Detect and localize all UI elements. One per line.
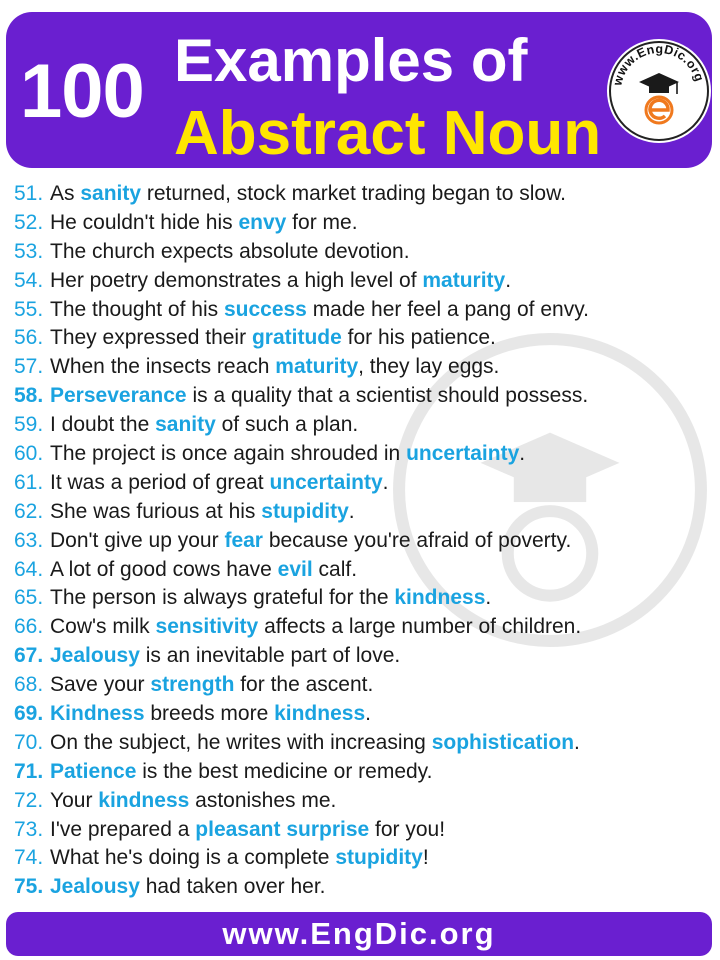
sentence-text: The project is once again shrouded in: [50, 442, 407, 466]
sentence-row: [14, 267, 714, 296]
sentence-text: because you're afraid of poverty.: [262, 528, 572, 552]
sentence-text: Save your: [50, 673, 151, 697]
sentence-text: is the best medicine or remedy.: [136, 759, 433, 783]
sentence-text: .: [348, 499, 355, 523]
sentence-text: What he's doing is a complete: [50, 846, 336, 870]
sentence-row: [14, 296, 714, 325]
sentence-number: 71.: [14, 759, 44, 783]
sentence-number: 56.: [14, 326, 44, 350]
sentence-number: 57.: [14, 355, 44, 379]
sentence-text: I've prepared a: [50, 817, 196, 841]
sentence-row: [14, 411, 714, 440]
sentence-row: [14, 382, 714, 411]
sentence-number: 55.: [14, 297, 44, 321]
sentence-text: Your: [50, 788, 99, 812]
sentence-text: for the ascent.: [234, 673, 374, 697]
title-number: 100: [20, 49, 144, 134]
sentence-number: 62.: [14, 499, 44, 523]
sentence-row: [14, 729, 714, 758]
sentence-row: [14, 787, 714, 816]
sentence-text: calf.: [312, 557, 358, 581]
title-line-1: Examples of: [174, 27, 528, 94]
sentence-text: A lot of good cows have: [50, 557, 278, 581]
abstract-noun-highlight: Jealousy: [50, 875, 140, 899]
sentence-text: Her poetry demonstrates a high level of: [50, 268, 423, 292]
sentence-text: for his patience.: [341, 326, 496, 350]
sentence-text: The person is always grateful for the: [50, 586, 395, 610]
sentence-number: 74.: [14, 846, 44, 870]
sentence-row: [14, 700, 714, 729]
footer-banner: [6, 912, 712, 956]
abstract-noun-highlight: sensitivity: [155, 615, 259, 639]
sentence-text: .: [519, 442, 526, 466]
sentence-text: He couldn't hide his: [50, 210, 239, 234]
sentence-row: [14, 238, 714, 267]
abstract-noun-highlight: uncertainty: [269, 470, 383, 494]
sentence-row: [14, 324, 714, 353]
sentence-text: On the subject, he writes with increasing: [50, 730, 432, 754]
abstract-noun-highlight: kindness: [394, 586, 486, 610]
sentence-number: 52.: [14, 210, 44, 234]
logo-text: www.EngDic.org: [610, 41, 707, 87]
abstract-noun-highlight: strength: [150, 673, 235, 697]
sentence-text: Don't give up your: [50, 528, 225, 552]
header-banner: [6, 12, 712, 168]
abstract-noun-highlight: sophistication: [431, 730, 575, 754]
sentence-number: 59.: [14, 413, 44, 437]
sentence-number: 68.: [14, 673, 44, 697]
sentence-text: The thought of his: [50, 297, 224, 321]
sentence-text: for me.: [286, 210, 358, 234]
sentence-row: [14, 469, 714, 498]
abstract-noun-highlight: envy: [238, 210, 287, 234]
sentence-row: [14, 498, 714, 527]
abstract-noun-highlight: gratitude: [251, 326, 342, 350]
footer-url: www.EngDic.org: [222, 916, 496, 951]
sentence-number: 72.: [14, 788, 44, 812]
title-line-2: Abstract Noun: [174, 99, 602, 168]
abstract-noun-highlight: Jealousy: [50, 644, 140, 668]
sentence-row: [14, 440, 714, 469]
sentence-number: 53.: [14, 239, 44, 263]
sentence-text: astonishes me.: [189, 788, 337, 812]
sentence-text: .: [485, 586, 492, 610]
sentence-text: !: [422, 846, 429, 870]
sentence-row: [14, 209, 714, 238]
sentence-number: 69.: [14, 702, 44, 726]
engdic-logo: [606, 38, 712, 144]
sentence-text: affects a large number of children.: [258, 615, 582, 639]
sentence-number: 58.: [14, 384, 44, 408]
sentence-text: I doubt the: [50, 413, 156, 437]
sentence-number: 67.: [14, 644, 44, 668]
sentence-row: [14, 353, 714, 382]
sentence-number: 51.: [14, 182, 44, 205]
sentence-text: breeds more: [144, 702, 275, 726]
sentence-number: 60.: [14, 442, 44, 466]
sentence-text: As: [50, 182, 81, 205]
sentence-number: 75.: [14, 875, 44, 899]
sentence-number: 70.: [14, 730, 44, 754]
abstract-noun-highlight: kindness: [274, 702, 366, 726]
sentence-text: for you!: [369, 817, 446, 841]
sentence-row: [14, 642, 714, 671]
sentence-text: .: [574, 730, 580, 754]
sentence-text: returned, stock market trading began to slow.: [141, 182, 566, 205]
abstract-noun-highlight: uncertainty: [406, 442, 520, 466]
abstract-noun-highlight: success: [223, 297, 307, 321]
sentence-number: 61.: [14, 470, 44, 494]
sentence-text: had taken over her.: [139, 875, 326, 899]
sentence-text: is a quality that a scientist should possess.: [186, 384, 589, 408]
abstract-noun-highlight: sanity: [155, 413, 216, 437]
sentence-text: The church expects absolute devotion.: [50, 239, 410, 263]
sentence-row: [14, 556, 714, 585]
sentence-text: of such a plan.: [215, 413, 359, 437]
sentence-text: .: [365, 702, 371, 726]
sentence-text: .: [505, 268, 512, 292]
sentence-text: , they lay eggs.: [358, 355, 500, 379]
sentence-number: 65.: [14, 586, 44, 610]
sentence-text: When the insects reach: [50, 355, 276, 379]
abstract-noun-highlight: evil: [277, 557, 313, 581]
sentence-row: [14, 613, 714, 642]
abstract-noun-highlight: Kindness: [50, 702, 145, 726]
sentence-row: [14, 816, 714, 845]
abstract-noun-highlight: stupidity: [261, 499, 349, 523]
sentence-text: She was furious at his: [50, 499, 262, 523]
abstract-noun-highlight: maturity: [275, 355, 359, 379]
sentence-row: [14, 844, 714, 873]
sentence-text: is an inevitable part of love.: [139, 644, 401, 668]
sentence-number: 63.: [14, 528, 44, 552]
sentence-text: made her feel a pang of envy.: [306, 297, 589, 321]
sentence-text: They expressed their: [50, 326, 252, 350]
sentence-row: [14, 527, 714, 556]
abstract-noun-highlight: stupidity: [335, 846, 423, 870]
sentence-text: It was a period of great: [50, 470, 270, 494]
sentence-number: 66.: [14, 615, 44, 639]
sentence-text: Cow's milk: [50, 615, 156, 639]
abstract-noun-highlight: kindness: [98, 788, 190, 812]
abstract-noun-highlight: pleasant surprise: [195, 817, 370, 841]
sentence-row: [14, 758, 714, 787]
sentence-list: [14, 180, 714, 902]
abstract-noun-highlight: sanity: [80, 182, 142, 205]
sentence-row: [14, 873, 714, 902]
sentence-row: [14, 671, 714, 700]
sentence-row: [14, 584, 714, 613]
sentence-text: .: [382, 470, 389, 494]
abstract-noun-highlight: maturity: [422, 268, 506, 292]
sentence-number: 73.: [14, 817, 44, 841]
sentence-row: [14, 180, 714, 209]
sentence-number: 54.: [14, 268, 44, 292]
sentence-number: 64.: [14, 557, 44, 581]
abstract-noun-highlight: fear: [224, 528, 263, 552]
abstract-noun-highlight: Patience: [50, 759, 137, 783]
abstract-noun-highlight: Perseverance: [50, 384, 187, 408]
